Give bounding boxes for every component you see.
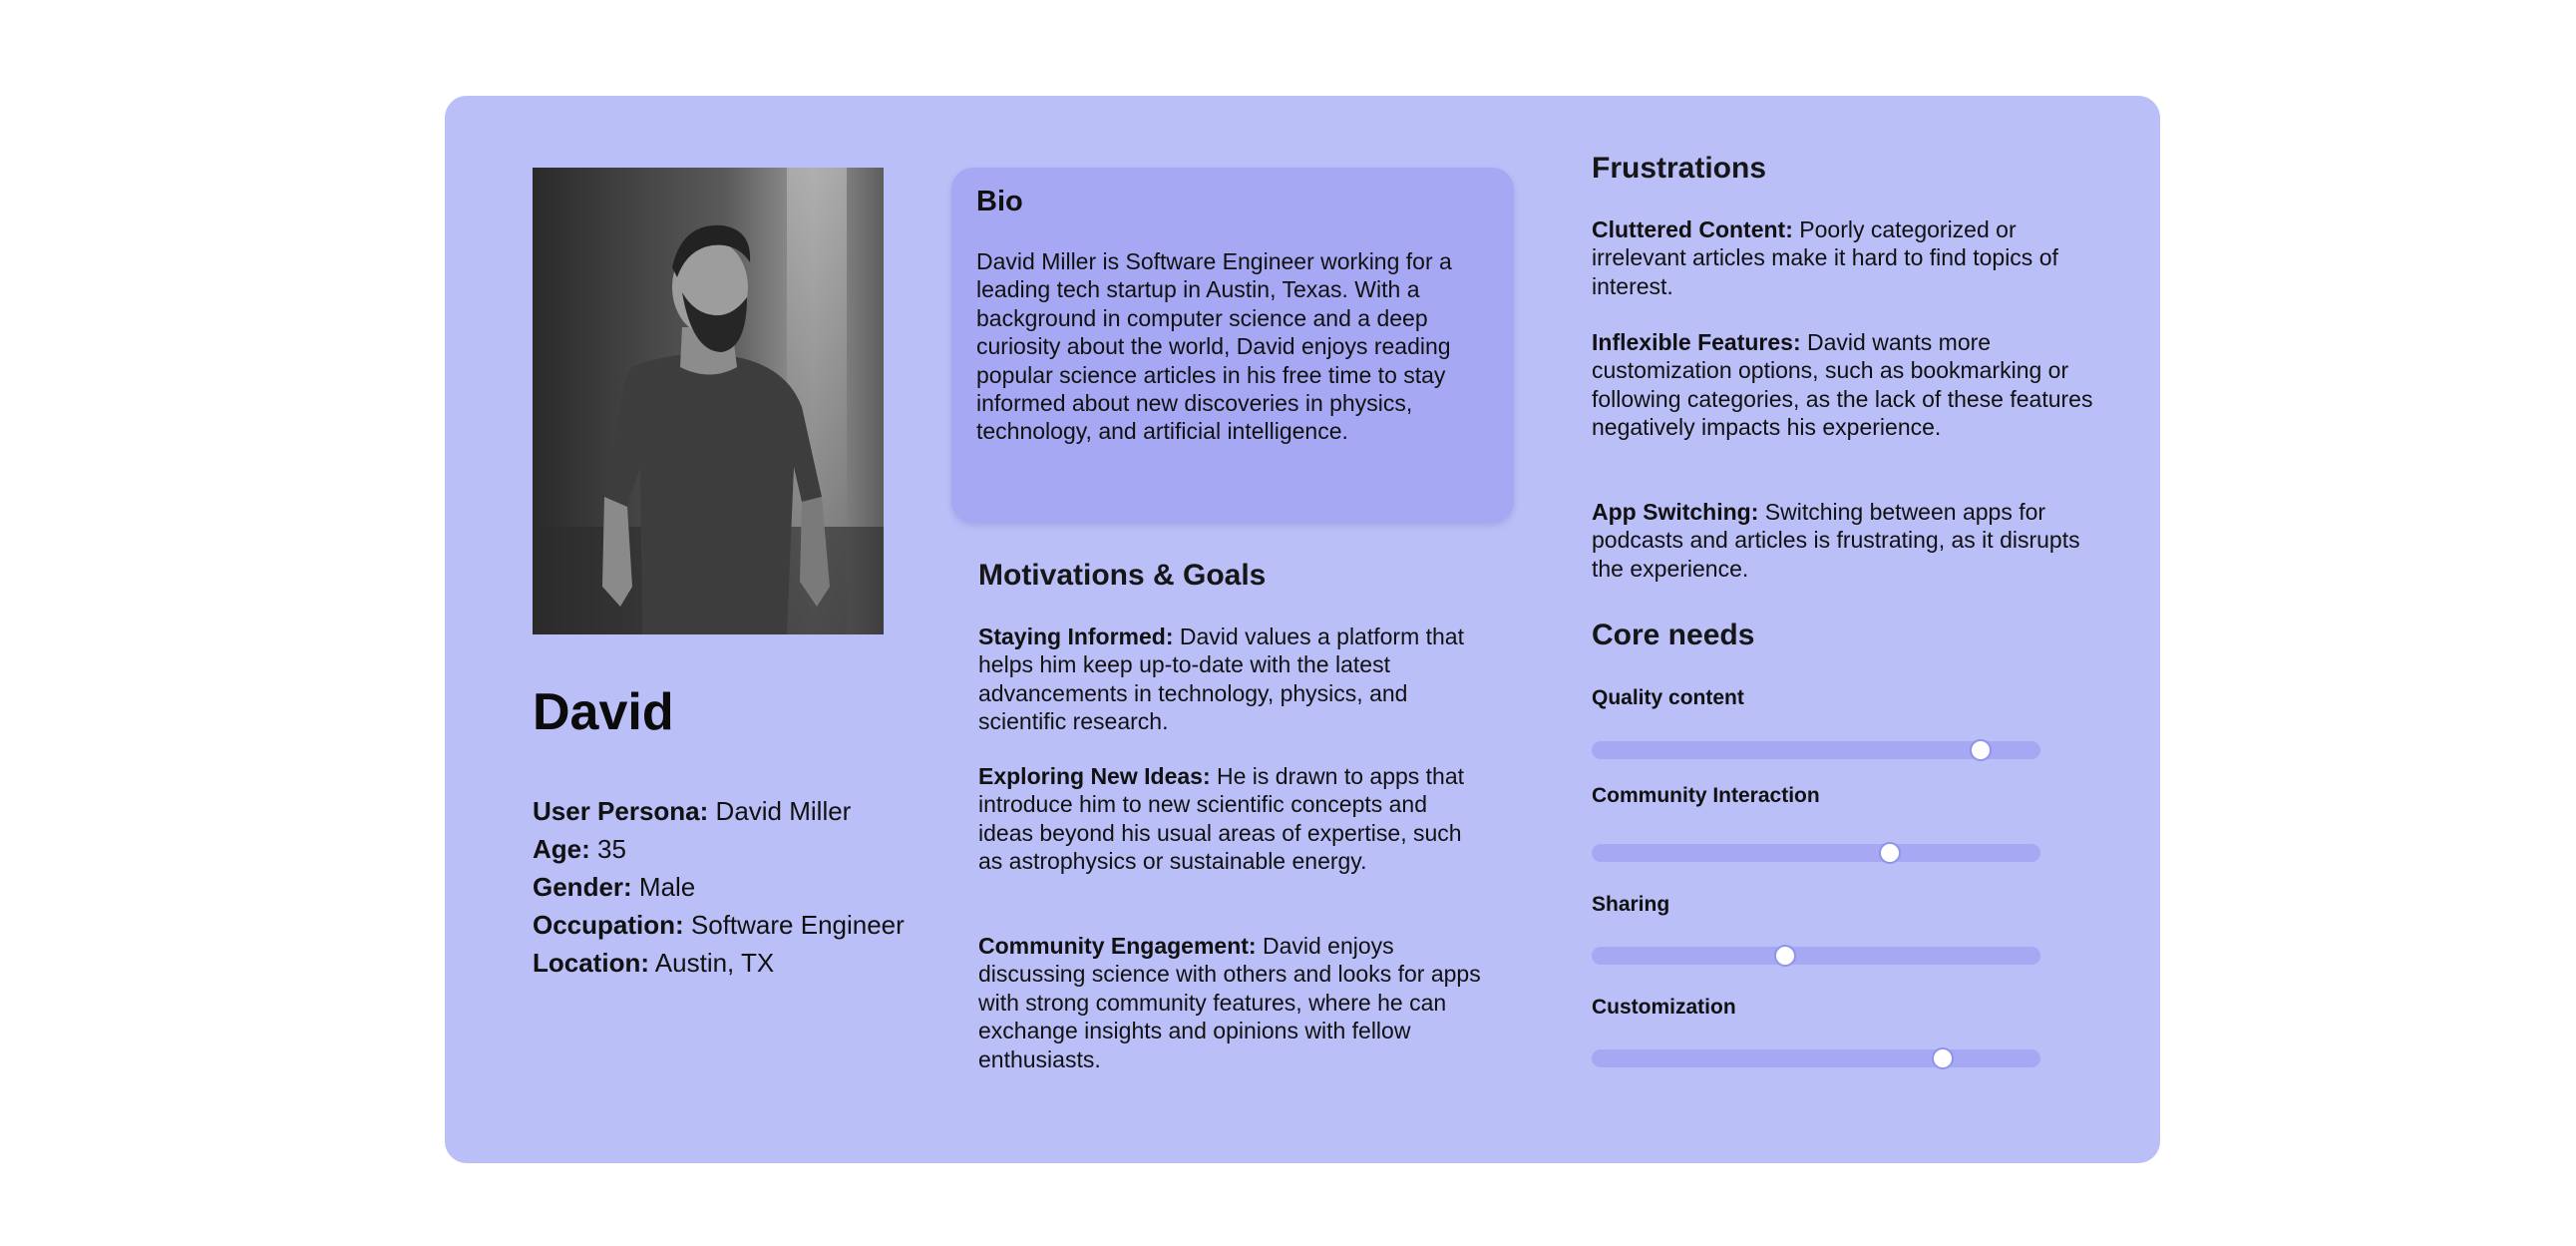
fact-value: 35 xyxy=(589,834,626,864)
bio-title: Bio xyxy=(976,186,1023,217)
motivation-text: David values a platform that helps him keep up-to-date with the latest advancements in technology, physics, and scientific research. xyxy=(978,623,1464,735)
slider-thumb[interactable] xyxy=(1970,739,1992,761)
motivation-text: David enjoys discussing science with others and looks for apps with strong community features, where he can exchange insights and opinions with fellow enthusiasts. xyxy=(978,933,1481,1072)
motivation-text: He is drawn to apps that introduce him to new scientific concepts and ideas beyond his usual areas of expertise, such as astrophysics or sustainable energy. xyxy=(978,763,1465,875)
fact-occupation xyxy=(533,906,912,944)
need-label-community: Community Interaction xyxy=(1592,784,1820,807)
fact-label: Location: xyxy=(533,948,649,978)
frustration-text: Poorly categorized or irrelevant articles make it hard to find topics of interest. xyxy=(1592,216,2058,299)
fact-label: User Persona: xyxy=(533,796,709,826)
frustration-label: Cluttered Content: xyxy=(1592,216,1793,242)
motivation-item xyxy=(978,623,1487,736)
frustration-item xyxy=(1592,215,2110,300)
slider-customization[interactable] xyxy=(1592,1049,2040,1067)
slider-sharing[interactable] xyxy=(1592,947,2040,965)
persona-photo xyxy=(533,168,884,634)
motivation-label: Exploring New Ideas: xyxy=(978,763,1211,789)
slider-thumb[interactable] xyxy=(1774,945,1796,967)
motivation-label: Staying Informed: xyxy=(978,623,1174,649)
frustration-item xyxy=(1592,498,2110,583)
persona-facts xyxy=(533,792,912,982)
frustration-label: Inflexible Features: xyxy=(1592,329,1801,355)
bio-text: David Miller is Software Engineer working for a leading tech startup in Austin, Texas. With a background in computer science and a deep curiosity about the world, David enjoys reading popular science articles in his free time to stay informed about new discoveries in physics, technology, and artificial intelligence. xyxy=(976,248,1452,445)
slider-thumb[interactable] xyxy=(1879,842,1901,864)
frustration-text: Switching between apps for podcasts and articles is frustrating, as it disrupts the experience. xyxy=(1592,499,2080,582)
fact-value: Male xyxy=(631,872,696,902)
bio-panel xyxy=(951,168,1514,523)
fact-age xyxy=(533,830,912,868)
frustration-item xyxy=(1592,328,2110,442)
motivation-item xyxy=(978,762,1487,876)
persona-card xyxy=(445,96,2160,1163)
fact-location xyxy=(533,944,912,982)
fact-user-persona xyxy=(533,792,912,830)
core-needs-title: Core needs xyxy=(1592,619,1755,651)
need-label-customization: Customization xyxy=(1592,996,1736,1019)
motivation-item xyxy=(978,932,1487,1073)
fact-value: Software Engineer xyxy=(683,910,905,940)
fact-gender xyxy=(533,868,912,906)
frustration-label: App Switching: xyxy=(1592,499,1759,525)
slider-thumb[interactable] xyxy=(1932,1047,1954,1069)
motivations-title: Motivations & Goals xyxy=(978,559,1267,592)
frustrations-title: Frustrations xyxy=(1592,152,1767,185)
need-label-sharing: Sharing xyxy=(1592,893,1670,916)
slider-community-interaction[interactable] xyxy=(1592,844,2040,862)
fact-label: Occupation: xyxy=(533,910,684,940)
person-photo-icon xyxy=(533,168,884,634)
fact-label: Age: xyxy=(533,834,590,864)
fact-value: David Miller xyxy=(708,796,852,826)
need-label-quality: Quality content xyxy=(1592,686,1744,709)
fact-value: Austin, TX xyxy=(649,948,775,978)
persona-name: David xyxy=(533,683,674,741)
slider-quality-content[interactable] xyxy=(1592,741,2040,759)
motivation-label: Community Engagement: xyxy=(978,933,1257,959)
fact-label: Gender: xyxy=(533,872,632,902)
frustration-text: David wants more customization options, such as bookmarking or following categories, as the lack of these features negatively impacts his experience. xyxy=(1592,329,2093,441)
